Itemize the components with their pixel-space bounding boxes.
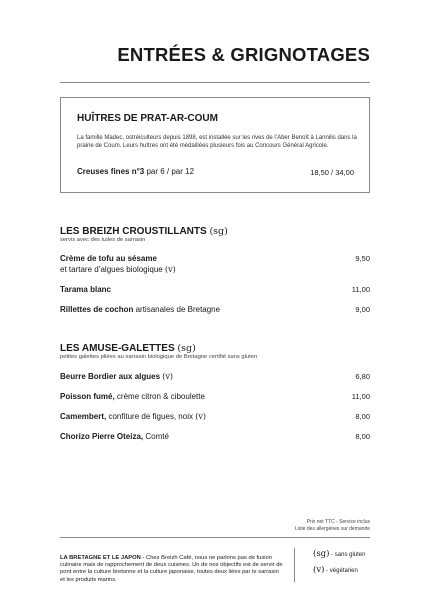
item-name: Poisson fumé, <box>60 392 115 401</box>
price-notice <box>295 519 370 532</box>
menu-item <box>60 284 111 295</box>
bottom-divider <box>60 537 370 538</box>
galettes-tag: (sg) <box>177 343 196 354</box>
croustillants-subtitle: servis avec des tuiles de sarrasin <box>60 237 146 243</box>
item-name: Beurre Bordier aux algues <box>60 372 161 381</box>
legend-label: - végétarien <box>324 568 358 574</box>
top-divider <box>60 82 370 83</box>
allergen-notice-line: Liste des allergènes sur demande <box>294 525 370 532</box>
item-name: Rillettes de cochon <box>60 305 134 314</box>
item-price: 8,00 <box>355 412 370 421</box>
oysters-item-name: Creuses fines n°3 <box>77 167 145 176</box>
oysters-item <box>77 167 194 176</box>
item-price: 6,80 <box>355 372 370 381</box>
item-price: 11,00 <box>351 285 370 294</box>
menu-item <box>60 253 176 275</box>
croustillants-tag: (sg) <box>209 226 228 237</box>
vegetarian-tag: (v) <box>162 372 174 381</box>
menu-item <box>60 304 220 315</box>
menu-item <box>60 431 169 442</box>
menu-item <box>60 371 173 382</box>
vegetarian-tag: (v) <box>195 412 206 421</box>
item-detail: confiture de figues, noix <box>106 412 193 421</box>
item-detail: et tartare d’algues biologique <box>60 265 163 274</box>
footer-lead: LA BRETAGNE ET LE JAPON - <box>60 555 145 561</box>
item-price: 8,00 <box>355 432 370 441</box>
oysters-price: 18,50 / 34,00 <box>310 168 354 177</box>
croustillants-title-text: LES BREIZH CROUSTILLANTS <box>60 226 207 237</box>
item-detail: Comté <box>143 432 169 441</box>
item-name: Camembert, <box>60 412 107 421</box>
oysters-box <box>60 97 370 193</box>
croustillants-title <box>60 226 228 237</box>
item-price: 9,50 <box>355 254 370 263</box>
item-detail: crème citron & ciboulette <box>114 392 205 401</box>
item-price: 11,00 <box>351 392 370 401</box>
page-title: ENTRÉES & GRIGNOTAGES <box>117 44 370 65</box>
menu-item <box>60 411 206 422</box>
footer-text <box>60 555 285 584</box>
legend-gluten-free <box>313 549 365 559</box>
item-name: Crème de tofu au sésame <box>60 254 157 263</box>
price-notice-line: Prix net TTC - Service inclus <box>306 519 370 525</box>
oysters-item-detail: par 6 / par 12 <box>144 167 195 176</box>
legend-tag: (v) <box>313 565 325 575</box>
galettes-title <box>60 343 196 354</box>
footer-body: Chez Breizh Café, nous ne parlons pas de fusion culinaire mais de rapprochement de deux cuisines. Un de nos objectifs est de servir de pont entre la culture bretonne et la culture japonaise, toutes deux liées par le sarrasin et les produits marins. <box>60 555 283 583</box>
galettes-subtitle: petites galettes pliées au sarrasin biologique de Bretagne certifié sans gluten <box>60 354 258 360</box>
legend-label: - sans gluten <box>329 552 366 558</box>
galettes-title-text: LES AMUSE-GALETTES <box>60 343 175 354</box>
menu-item <box>60 391 205 402</box>
item-price: 9,00 <box>355 305 370 314</box>
legend-tag: (sg) <box>313 549 330 559</box>
oysters-title: HUÎTRES DE PRAT-AR-COUM <box>77 113 218 124</box>
legend-vegetarian <box>313 565 358 575</box>
oysters-description: La famille Madec, ostréiculteurs depuis 1898, est installée sur les rives de l’Aber Benoît à Lannilis dans la prairie de Coum. Leurs huîtres ont été médaillées plusieurs fois au Concours Général Agricole. <box>77 135 357 149</box>
item-detail: artisanales de Bretagne <box>133 305 221 314</box>
item-name: Tarama blanc <box>60 285 111 294</box>
vegetarian-tag: (v) <box>164 265 176 274</box>
item-name: Chorizo Pierre Oteiza, <box>60 432 144 441</box>
footer-divider <box>294 548 295 582</box>
